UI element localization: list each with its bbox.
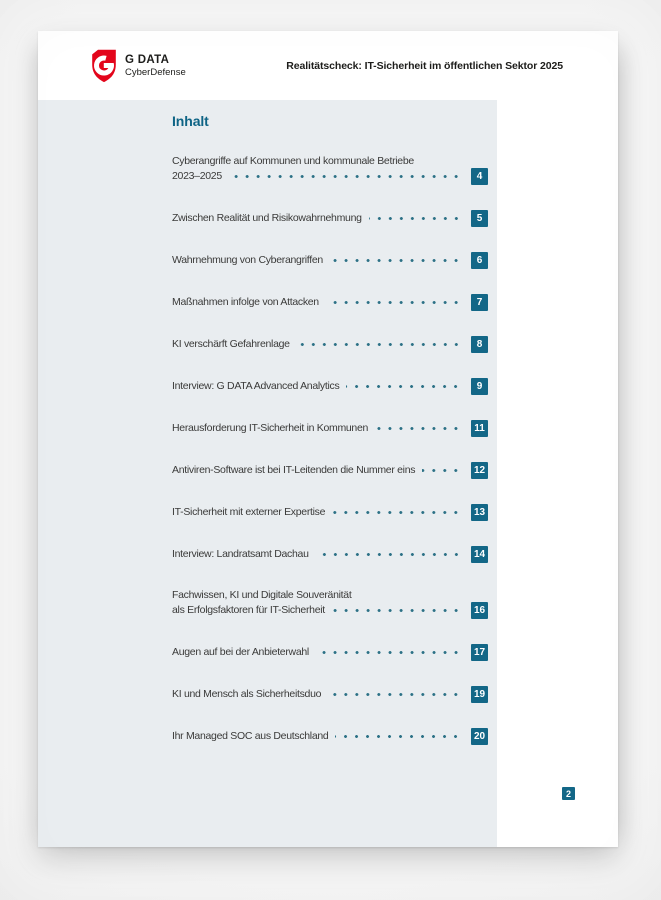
dot-leader: [316, 552, 465, 557]
toc-item[interactable]: [172, 154, 488, 183]
logo-subbrand-text: CyberDefense: [125, 66, 186, 78]
toc-item[interactable]: [172, 252, 488, 267]
dot-leader: [328, 692, 465, 697]
toc-item-title-line: Augen auf bei der Anbieterwahl: [172, 646, 309, 658]
toc-item[interactable]: [172, 728, 488, 743]
toc-page-number: 4: [471, 168, 488, 185]
toc-page-number: 16: [471, 602, 488, 619]
dot-leader: [332, 608, 465, 613]
gdata-logo: [90, 49, 186, 83]
logo-brand-text: G DATA: [125, 53, 170, 66]
toc-panel: [38, 100, 497, 847]
toc-item-title-line: Wahrnehmung von Cyberangriffen: [172, 254, 323, 266]
toc-item-title-line: 2023–2025: [172, 170, 222, 182]
document-title: Realitätscheck: IT-Sicherheit im öffentlichen Sektor 2025: [286, 59, 563, 72]
dot-leader: [422, 468, 465, 473]
document-page: [38, 31, 618, 847]
toc-item[interactable]: [172, 504, 488, 519]
toc-item-title-line: Interview: G DATA Advanced Analytics: [172, 380, 340, 392]
dot-leader: [229, 174, 465, 179]
toc-page-number: 5: [471, 210, 488, 227]
toc-page-number: 11: [471, 420, 488, 437]
toc-item[interactable]: [172, 462, 488, 477]
dot-leader: [316, 650, 465, 655]
toc-item-title-line: Antiviren-Software ist bei IT-Leitenden die Nummer eins: [172, 464, 416, 476]
toc-item-title-line: Herausforderung IT-Sicherheit in Kommunen: [172, 422, 369, 434]
toc-item-title-line: Maßnahmen infolge von Attacken: [172, 296, 319, 308]
toc-item[interactable]: [172, 546, 488, 561]
toc-page-number: 8: [471, 336, 488, 353]
toc-item-title-line: als Erfolgsfaktoren für IT-Sicherheit: [172, 604, 325, 616]
toc-item[interactable]: [172, 378, 488, 393]
dot-leader: [369, 216, 465, 221]
toc-page-number: 14: [471, 546, 488, 563]
toc-item-title: Cyberangriffe auf Kommunen und kommunale Betriebe: [172, 155, 414, 167]
toc-item[interactable]: [172, 336, 488, 351]
toc-item[interactable]: [172, 588, 488, 617]
toc-item[interactable]: [172, 686, 488, 701]
toc-item-title-line: IT-Sicherheit mit externer Expertise: [172, 506, 326, 518]
dot-leader: [346, 384, 465, 389]
dot-leader: [375, 426, 465, 431]
document-header: [38, 31, 618, 100]
footer-page-number: 2: [562, 787, 575, 800]
toc-heading: Inhalt: [172, 113, 209, 129]
dot-leader: [335, 734, 465, 739]
toc-item-title: Fachwissen, KI und Digitale Souveränität: [172, 589, 352, 601]
toc-page-number: 7: [471, 294, 488, 311]
toc-page-number: 6: [471, 252, 488, 269]
dot-leader: [330, 258, 465, 263]
toc-item-title-line: KI verschärft Gefahrenlage: [172, 338, 290, 350]
gdata-shield-icon: [90, 49, 118, 83]
toc-item[interactable]: [172, 420, 488, 435]
toc-item-title-line: KI und Mensch als Sicherheitsduo: [172, 688, 322, 700]
toc-item[interactable]: [172, 294, 488, 309]
toc-page-number: 12: [471, 462, 488, 479]
toc-list: [172, 154, 488, 743]
toc-item-title-line: Interview: Landratsamt Dachau: [172, 548, 309, 560]
toc-page-number: 13: [471, 504, 488, 521]
dot-leader: [326, 300, 465, 305]
toc-item[interactable]: [172, 210, 488, 225]
dot-leader: [297, 342, 465, 347]
toc-page-number: 19: [471, 686, 488, 703]
toc-item-title-line: Zwischen Realität und Risikowahrnehmung: [172, 212, 362, 224]
toc-page-number: 20: [471, 728, 488, 745]
toc-page-number: 17: [471, 644, 488, 661]
toc-item[interactable]: [172, 644, 488, 659]
toc-item-title-line: Ihr Managed SOC aus Deutschland: [172, 730, 329, 742]
dot-leader: [332, 510, 465, 515]
toc-page-number: 9: [471, 378, 488, 395]
